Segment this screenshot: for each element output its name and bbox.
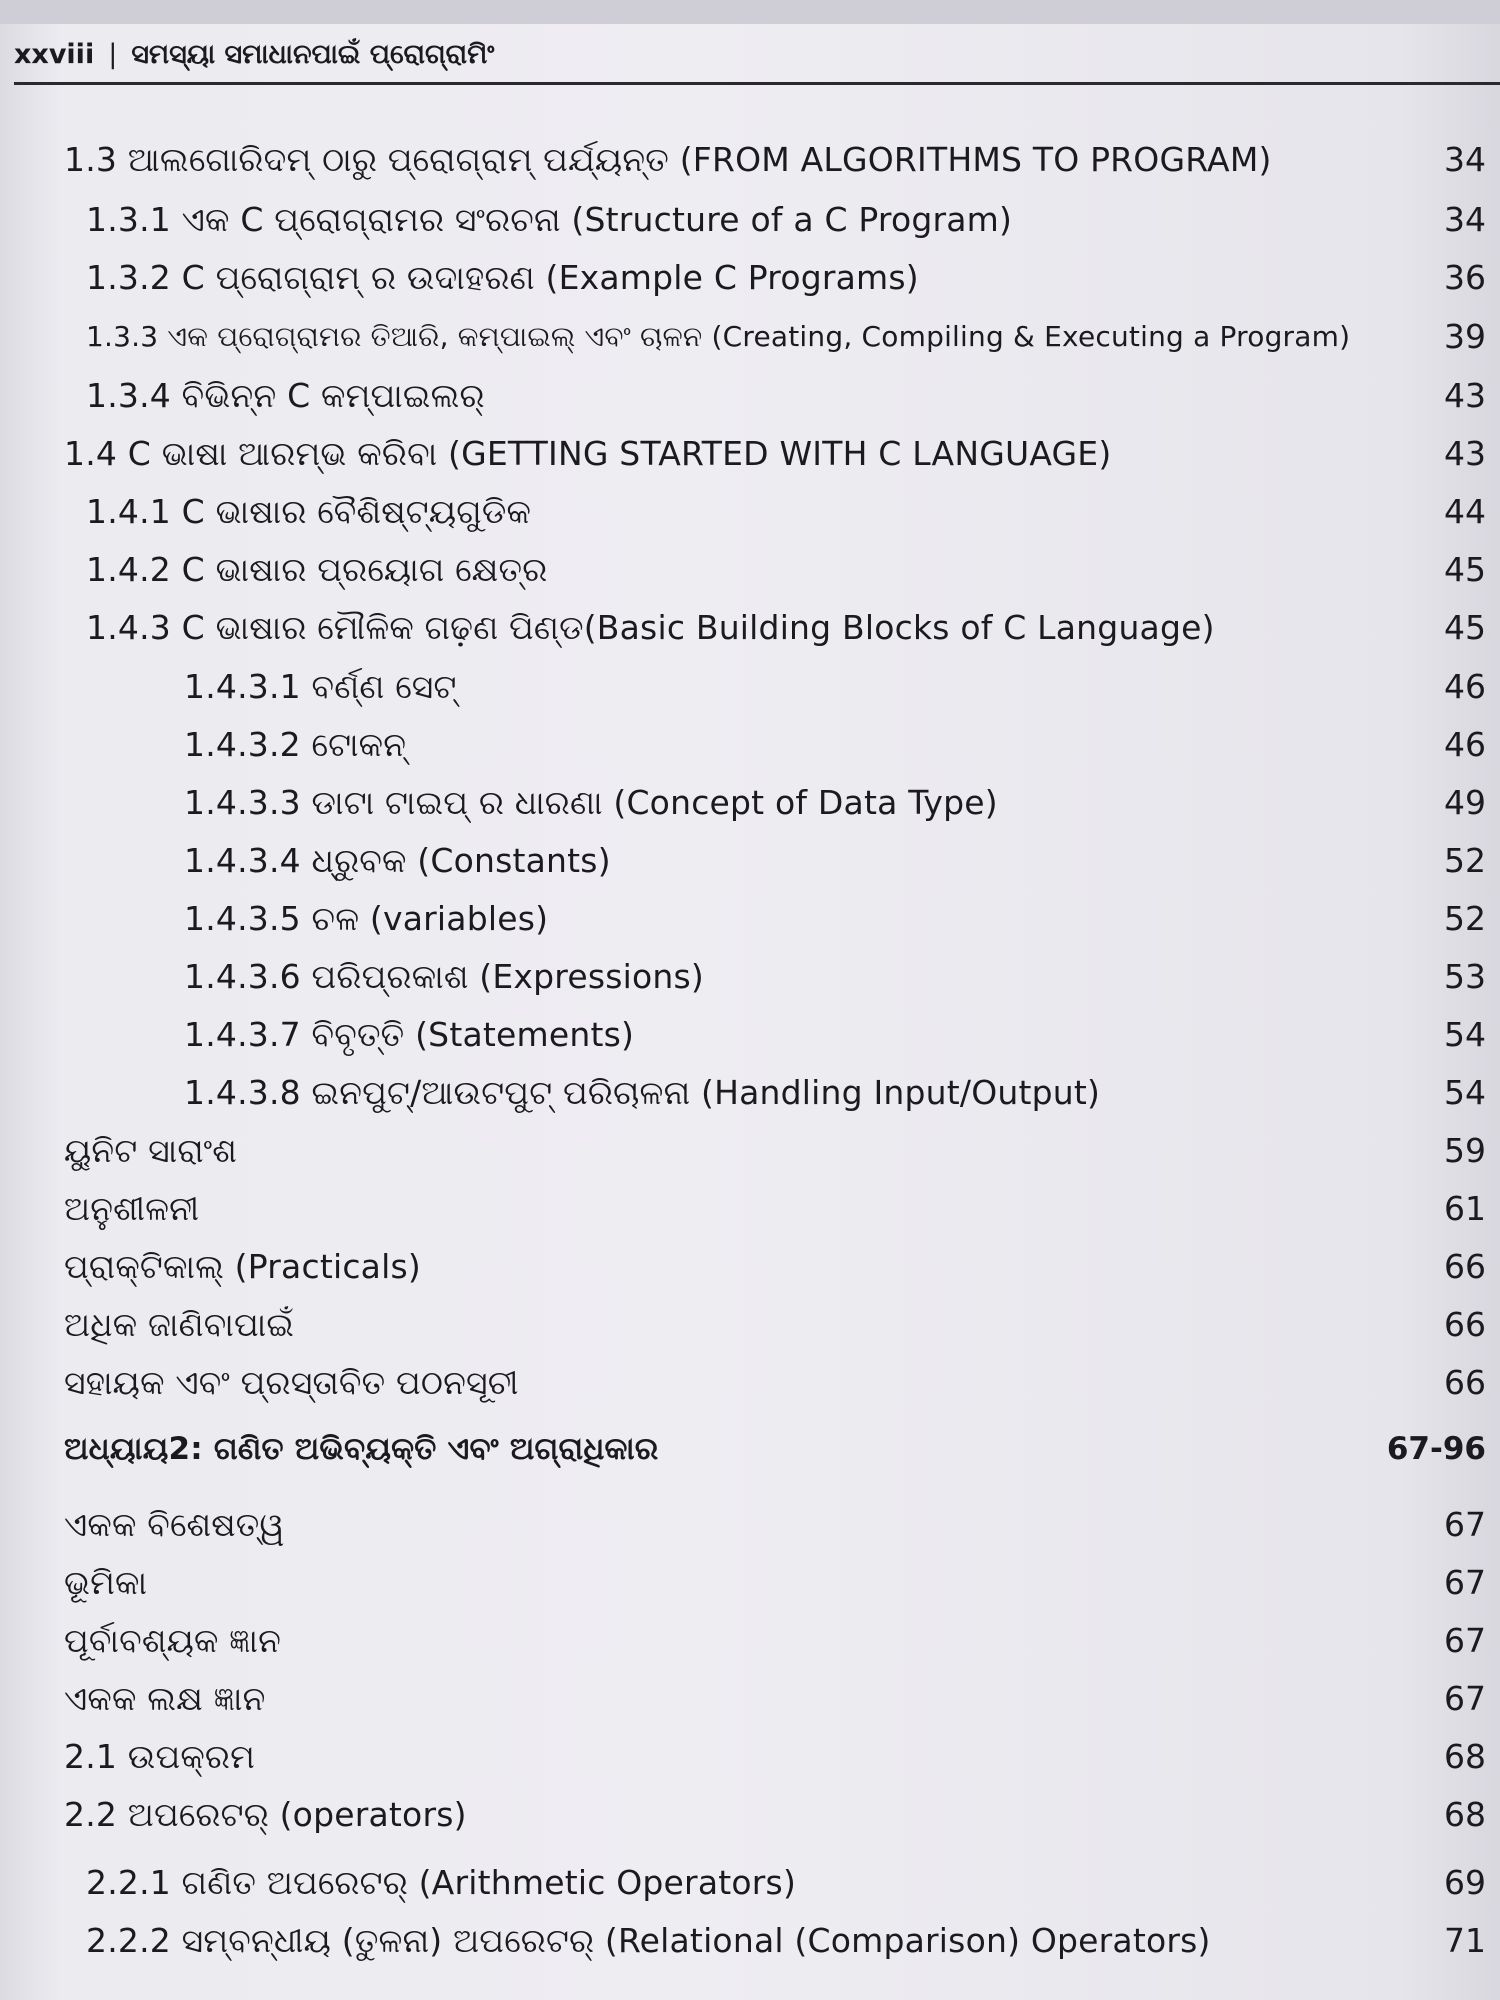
toc-entry-title: 1.4.3.6 ପରିପ୍ରକାଶ (Expressions) [184,957,704,996]
toc-entry [0,1358,1500,1408]
toc-entry-page: 43 [1444,376,1486,415]
toc-entry-page: 34 [1444,200,1486,239]
toc-entry-page: 49 [1444,783,1486,822]
toc-entry [0,836,1500,886]
toc-entry [0,545,1500,595]
toc-entry-title: 1.3.1 ଏକ C ପ୍ରୋଗ୍ରାମର ସଂରଚନା (Structure of a C Program) [86,200,1013,239]
toc-entry [0,195,1500,245]
toc-entry-title: ସହାୟକ ଏବଂ ପ୍ରସ୍ତାବିତ ପଠନସୂଚୀ [64,1363,519,1402]
toc-chapter-heading [0,1424,1500,1474]
toc-entry-title: ଏକକ ଲକ୍ଷ ଜ୍ଞାନ [64,1679,266,1718]
toc-entry-title: 1.4.3 C ଭାଷାର ମୌଳିକ ଗଢ଼ଣ ପିଣ୍ଡ(Basic Building Blocks of C Language) [86,608,1215,647]
toc-entry-title: 1.4.3.2 ଟୋକନ୍ [184,725,407,764]
toc-entry-page: 68 [1444,1737,1486,1776]
toc-entry [0,603,1500,653]
toc-entry-title: ଭୂମିକା [64,1563,148,1602]
toc-entry-page: 46 [1444,725,1486,764]
toc-entry-page: 67 [1444,1563,1486,1602]
toc-entry [0,371,1500,421]
toc-entry-page: 54 [1444,1015,1486,1054]
toc-entry [0,1242,1500,1292]
toc-entry-page: 68 [1444,1795,1486,1834]
toc-entry-page: 66 [1444,1363,1486,1402]
toc-entry [0,312,1500,362]
toc-entry [0,1126,1500,1176]
toc-entry-title: 1.4 C ଭାଷା ଆରମ୍ଭ କରିବା (GETTING STARTED WITH C LANGUAGE) [64,434,1112,473]
toc-entry-page: 45 [1444,550,1486,589]
toc-entry-title: ଅନୁଶୀଳନୀ [64,1189,200,1228]
toc-entry-title: ଅଧିକ ଜାଣିବାପାଇଁ [64,1305,295,1344]
toc-entry-title: 1.3.2 C ପ୍ରୋଗ୍ରାମ୍ ର ଉଦାହରଣ (Example C Programs) [86,258,919,297]
toc-entry-title: 1.4.1 C ଭାଷାର ବୈଶିଷ୍ଟ୍ୟଗୁଡିକ [86,492,532,531]
toc-entry-page: 52 [1444,899,1486,938]
toc-entry-title: 1.4.3.3 ଡାଟା ଟାଇପ୍ ର ଧାରଣା (Concept of Data Type) [184,783,998,822]
toc-entry-page: 36 [1444,258,1486,297]
toc-entry [0,952,1500,1002]
toc-entry-title: 1.3.3 ଏକ ପ୍ରୋଗ୍ରାମର ତିଆରି, କମ୍ପାଇଲ୍ ଏବଂ ଚାଳନ (Creating, Compiling & Executing a Program) [86,320,1351,353]
toc-entry-title: 1.4.3.4 ଧ୍ରୁବକ (Constants) [184,841,611,880]
toc-entry-title: 1.4.3.5 ଚଳ (variables) [184,899,549,938]
toc-entry-page: 67-96 [1386,1431,1486,1467]
toc-entry-page: 44 [1444,492,1486,531]
toc-entry [0,253,1500,303]
toc-entry-page: 71 [1444,1921,1486,1960]
toc-entry-title: 2.2 ଅପରେଟର୍ (operators) [64,1795,467,1834]
header-book-title: ସମସ୍ୟା ସମାଧାନପାଇଁ ପ୍ରୋଗ୍ରାମିଂ [131,39,495,70]
toc-entry [0,1732,1500,1782]
toc-entry-page: 53 [1444,957,1486,996]
toc-entry [0,894,1500,944]
toc-entry [0,487,1500,537]
toc-entry-page: 39 [1444,317,1486,356]
toc-entry-title: 1.3.4 ବିଭିନ୍ନ C କମ୍ପାଇଲର୍ [86,376,485,415]
toc-entry [0,429,1500,479]
toc-entry-title: 2.2.2 ସମ୍ବନ୍ଧୀୟ (ତୁଳନା) ଅପରେଟର୍ (Relational (Comparison) Operators) [86,1921,1211,1960]
toc-entry [0,778,1500,828]
toc-entry [0,1916,1500,1966]
toc-entry-title: 2.1 ଉପକ୍ରମ [64,1737,256,1776]
toc-entry [0,720,1500,770]
header-page-number: xxviii [14,39,95,70]
toc-entry-page: 67 [1444,1679,1486,1718]
toc-entry-page: 59 [1444,1131,1486,1170]
toc-entry [0,1616,1500,1666]
toc-entry-page: 34 [1444,140,1486,179]
toc-entry [0,1674,1500,1724]
toc-entry-page: 52 [1444,841,1486,880]
toc-entry-title: 1.4.3.7 ବିବୃତ୍ତି (Statements) [184,1015,635,1054]
toc-entry-title: ପୂର୍ବାବଶ୍ୟକ ଜ୍ଞାନ [64,1621,282,1660]
toc-entry-title: 1.3 ଆଲଗୋରିଦମ୍ ଠାରୁ ପ୍ରୋଗ୍ରାମ୍ ପର୍ଯ୍ୟନ୍ତ (FROM ALGORITHMS TO PROGRAM) [64,140,1272,179]
toc-entry-title: ୟୁନିଟ ସାରାଂଶ [64,1131,238,1170]
toc-entry [0,1068,1500,1118]
toc-entry-title: 1.4.3.8 ଇନପୁଟ୍/ଆଉଟପୁଟ୍ ପରିଚାଳନା (Handling Input/Output) [184,1073,1101,1112]
toc-entry-page: 54 [1444,1073,1486,1112]
toc-entry [0,1558,1500,1608]
toc-entry-title: ପ୍ରାକ୍ଟିକାଲ୍ (Practicals) [64,1247,421,1286]
toc-entry-page: 45 [1444,608,1486,647]
toc-entry [0,1010,1500,1060]
toc-entry-title: 2.2.1 ଗଣିତ ଅପରେଟର୍ (Arithmetic Operators) [86,1863,797,1902]
header-separator: | [108,39,118,70]
toc-entry-page: 66 [1444,1305,1486,1344]
toc-entry-page: 69 [1444,1863,1486,1902]
toc-entry-title: ଅଧ୍ୟାୟ2: ଗଣିତ ଅଭିବ୍ୟକ୍ତି ଏବଂ ଅଗ୍ରାଧିକାର [64,1431,659,1467]
toc-entry-page: 66 [1444,1247,1486,1286]
toc-entry-page: 43 [1444,434,1486,473]
toc-entry-page: 46 [1444,667,1486,706]
toc-entry-title: 1.4.3.1 ବର୍ଣ୍ଣ ସେଟ୍ [184,667,457,706]
toc-entry [0,1858,1500,1908]
toc-entry [0,1300,1500,1350]
toc-entry [0,1184,1500,1234]
toc-entry-page: 67 [1444,1505,1486,1544]
toc-entry [0,662,1500,712]
toc-entry [0,1500,1500,1550]
toc-entry-page: 61 [1444,1189,1486,1228]
toc-entry [0,1790,1500,1840]
toc-entry-title: 1.4.2 C ଭାଷାର ପ୍ରୟୋଗ କ୍ଷେତ୍ର [86,550,548,589]
toc-entry-page: 67 [1444,1621,1486,1660]
toc-entry-title: ଏକକ ବିଶେଷତ୍ୱ [64,1505,285,1544]
toc-entry [0,135,1500,185]
